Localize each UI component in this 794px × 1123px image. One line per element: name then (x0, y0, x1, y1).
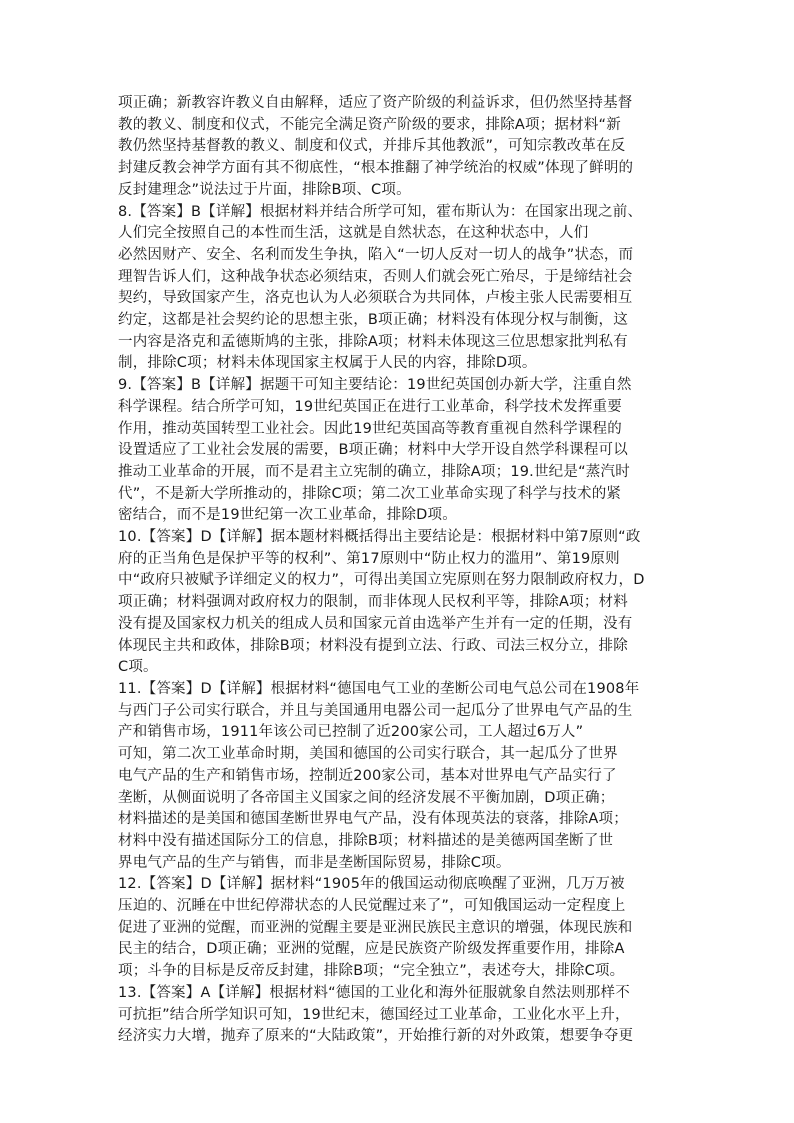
text-line: 推动工业革命的开展，而不是君主立宪制的确立，排除A项；19.世纪是“蒸汽时 (118, 463, 630, 480)
text-line: C项。 (118, 659, 158, 676)
text-line: 项正确；材料强调对政府权力的限制，而非体现人民权利平等，排除A项；材料 (118, 594, 628, 611)
text-line: 可知，第二次工业革命时期，美国和德国的公司实行联合，其一起瓜分了世界 (118, 746, 618, 763)
text-line: 理智告诉人们，这种战争状态必须结束，否则人们就会死亡殆尽，于是缔结社会 (118, 268, 633, 285)
text-line: 制，排除C项；材料未体现国家主权属于人民的内容，排除D项。 (118, 355, 537, 372)
text-line: 民主的结合，D项正确；亚洲的觉醒，应是民族资产阶级发挥重要作用，排除A (118, 941, 625, 958)
text-line: 13.【答案】A【详解】根据材料“德国的工业化和海外征服就象自然法则那样不 (118, 984, 630, 1001)
text-line: 没有提及国家权力机关的组成人员和国家元首由选举产生并有一定的任期，没有 (118, 615, 633, 632)
text-line: 府的正当角色是保护平等的权利”、第17原则中“防止权力的滥用”、第19原则 (118, 550, 620, 567)
text-line: 体现民主共和政体，排除B项；材料没有提到立法、行政、司法三权分立，排除 (118, 637, 628, 654)
text-line: 教仍然坚持基督教的教义、制度和仪式，并排斥其他教派”，可知宗教改革在反 (118, 138, 626, 155)
text-line: 中“政府只被赋予详细定义的权力”，可得出美国立宪原则在努力限制政府权力，D (118, 572, 645, 589)
text-line: 材料描述的是美国和德国垄断世界电气产品，没有体现英法的衰落，排除A项； (118, 811, 628, 828)
text-line: 界电气产品的生产与销售，而非是垄断国际贸易，排除C项。 (118, 854, 511, 871)
text-line: 反封建理念”说法过于片面，排除B项、C项。 (118, 181, 411, 198)
answer-13-line: 可抗拒”结合所学知识可知，19世纪末，德国经过工业革命，工业化水平上升， (118, 1006, 630, 1023)
text-line: 项；斗争的目标是反帝反封建，排除B项；“完全独立”，表述夸大，排除C项。 (118, 963, 625, 980)
document-page (118, 93, 680, 1048)
answer-9-line: 9.【答案】B【详解】据题干可知主要结论：19世纪英国创办新大学，注重自然 (118, 377, 632, 394)
text-line: 一内容是洛克和孟德斯鸠的主张，排除A项；材料未体现这三位思想家批判私有 (118, 333, 628, 350)
text-line: 人们完全按照自己的本性而生活，这就是自然状态，在这种状态中，人们 (118, 225, 589, 242)
text-line: 作用，推动英国转型工业社会。因此19世纪英国高等教育重视自然科学课程的 (118, 420, 622, 437)
text-line: 压迫的、沉睡在中世纪停滞状态的人民觉醒过来了”，可知俄国运动一定程度上 (118, 898, 626, 915)
text-line: 材料中没有描述国际分工的信息，排除B项；材料描述的是美德两国垄断了世 (118, 832, 614, 849)
answer-11-line: 11.【答案】D【详解】根据材料“德国电气工业的垄断公司电气总公司在1908年 (118, 680, 640, 697)
text-line: 科学课程。结合所学可知，19世纪英国正在进行工业革命，科学技术发挥重要 (118, 398, 622, 415)
answer-10-line: 10.【答案】D【详解】据本题材料概括得出主要结论是：根据材料中第7原则“政 (118, 529, 641, 546)
text-line: 电气产品的生产和销售市场，控制近200家公司，基本对世界电气产品实行了 (118, 767, 617, 784)
answer-8-line: 8.【答案】B【详解】根据材料并结合所学可知，霍布斯认为：在国家出现之前、 (118, 203, 643, 220)
answer-12-line: 12.【答案】D【详解】据材料“1905年的俄国运动彻底唤醒了亚洲，几万万被 (118, 876, 625, 893)
text-line: 设置适应了工业社会发展的需要，B项正确；材料中大学开设自然学科课程可以 (118, 442, 628, 459)
text-line: 封建反教会神学方面有其不彻底性，“根本推翻了神学统治的权威”体现了鲜明的 (118, 160, 634, 177)
text-line: 契约，导致国家产生，洛克也认为人必须联合为共同体，卢梭主张人民需要相互 (118, 290, 633, 307)
text-line: 约定，这都是社会契约论的思想主张，B项正确；材料没有体现分权与制衡，这 (118, 312, 628, 329)
text-line: 代”，不是新大学所推动的，排除C项；第二次工业革命实现了科学与技术的紧 (118, 485, 622, 502)
text-line: 教的教义、制度和仪式，不能完全满足资产阶级的要求，排除A项；据材料“新 (118, 116, 621, 133)
text-line: 经济实力大增，抛弃了原来的“大陆政策”，开始推行新的对外政策，想要争夺更 (118, 1028, 634, 1045)
text-line: 产和销售市场，1911年该公司已控制了近200家公司，工人超过6万人” (118, 724, 584, 741)
text-line: 必然因财产、安全、名利而发生争执，陷入“一切人反对一切人的战争”状态，而 (118, 246, 634, 263)
text-line: 密结合，而不是19世纪第一次工业革命，排除D项。 (118, 507, 457, 524)
text-line: 与西门子公司实行联合，并且与美国通用电器公司一起瓜分了世界电气产品的生 (118, 702, 633, 719)
text-line: 垄断，从侧面说明了各帝国主义国家之间的经济发展不平衡加剧，D项正确； (118, 789, 615, 806)
text-line: 项正确；新教容许教义自由解释，适应了资产阶级的利益诉求，但仍然坚持基督 (118, 95, 633, 111)
text-line: 促进了亚洲的觉醒，而亚洲的觉醒主要是亚洲民族民主意识的增强，体现民族和 (118, 919, 633, 936)
